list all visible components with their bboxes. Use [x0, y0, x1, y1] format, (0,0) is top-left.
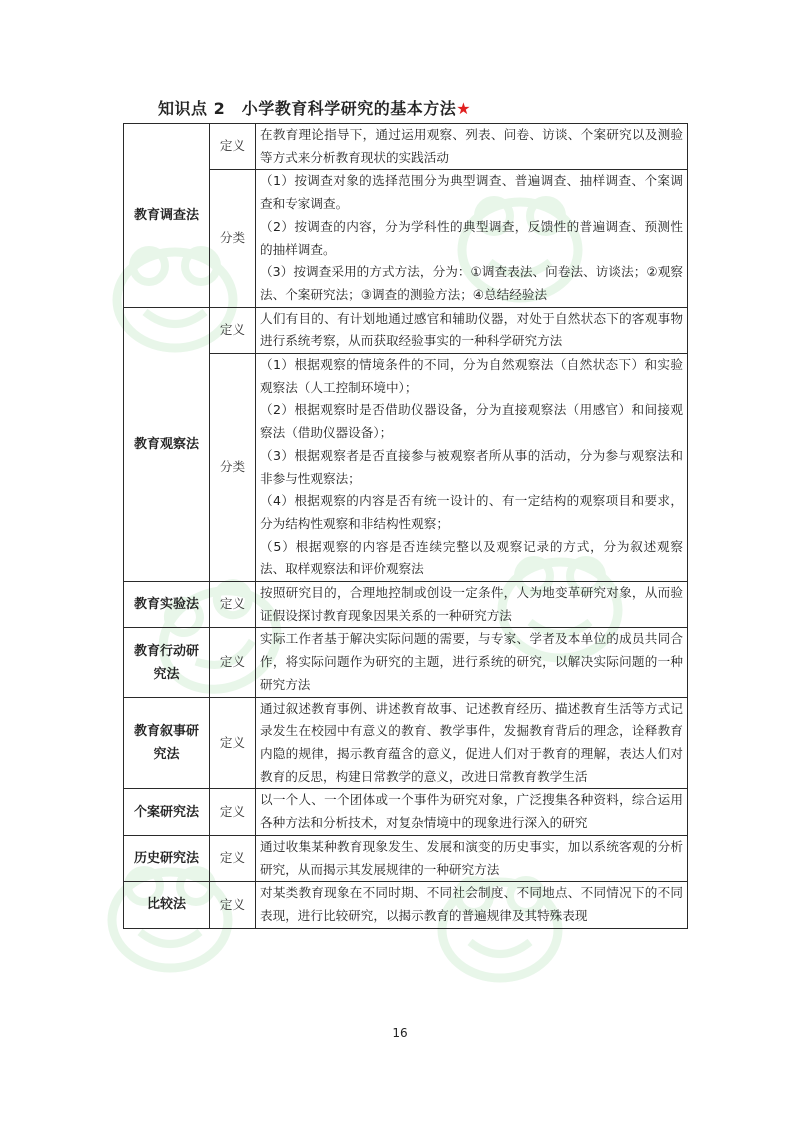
row-label: 定义 [210, 697, 256, 789]
table-row [124, 628, 688, 697]
classification-item: （3）根据观察者是否直接参与被观察者所从事的活动，分为参与观察法和非参与性观察法； [260, 447, 683, 486]
method-name: 历史研究法 [124, 835, 210, 881]
research-methods-table [123, 123, 688, 929]
definition-text: 实际工作者基于解决实际问题的需要，与专家、学者及本单位的成员共同合作，将实际问题作为研究的主题，进行系统的研究，以解决实际问题的一种研究方法 [256, 628, 688, 697]
classification-item: （3）按调查采用的方式方法，分为：①调查表法、问卷法、访谈法；②观察法、个案研究法；③调查的测验方法；④总结经验法 [260, 264, 683, 302]
method-name: 比较法 [124, 882, 210, 928]
method-name: 教育观察法 [124, 307, 210, 581]
definition-text: 人们有目的、有计划地通过感官和辅助仪器，对处于自然状态下的客观事物进行系统考察，从而获取经验事实的一种科学研究方法 [256, 307, 688, 353]
method-name: 教育叙事研究法 [124, 697, 210, 789]
table-row [124, 789, 688, 835]
table-row [124, 307, 688, 353]
classification-item: （4）根据观察的内容是否有统一设计的、有一定结构的观察项目和要求，分为结构性观察和非结构性观察； [260, 493, 683, 531]
row-label: 定义 [210, 789, 256, 835]
classification-item: （2）根据观察时是否借助仪器设备，分为直接观察法（用感官）和间接观察法（借助仪器设备）； [260, 402, 683, 441]
definition-text: 在教育理论指导下，通过运用观察、列表、问卷、访谈、个案研究以及测验等方式来分析教育现状的实践活动 [256, 124, 688, 170]
table-row [124, 697, 688, 789]
definition-text: 通过叙述教育事例、讲述教育故事、记述教育经历、描述教育生活等方式记录发生在校园中有意义的教育、教学事件，发掘教育背后的理念，诠释教育内隐的规律，揭示教育蕴含的意义，促进人们对于教育的理解，表达人们对教育的反思，构建日常教学的意义，改进日常教育教学生活 [256, 697, 688, 789]
classification-item: （2）按调查的内容，分为学科性的典型调查，反馈性的普遍调查、预测性的抽样调查。 [260, 218, 683, 257]
star-icon: ★ [456, 99, 472, 118]
method-name: 个案研究法 [124, 789, 210, 835]
page-number: 16 [392, 1026, 408, 1040]
row-label: 分类 [210, 354, 256, 582]
classification-item: （1）根据观察的情境条件的不同，分为自然观察法（自然状态下）和实验观察法（人工控制环境中）； [260, 357, 683, 395]
row-label: 定义 [210, 882, 256, 928]
section-title [158, 96, 471, 119]
row-label: 定义 [210, 307, 256, 353]
method-name: 教育调查法 [124, 124, 210, 308]
table-row [124, 124, 688, 170]
classification-list [256, 354, 688, 582]
definition-text: 以一个人、一个团体或一个事件为研究对象，广泛搜集各种资料，综合运用各种方法和分析技术，对复杂情境中的现象进行深入的研究 [256, 789, 688, 835]
row-label: 分类 [210, 170, 256, 307]
method-name: 教育行动研究法 [124, 628, 210, 697]
row-label: 定义 [210, 835, 256, 881]
classification-item: （5）根据观察的内容是否连续完整以及观察记录的方式，分为叙述观察法、取样观察法和评价观察法 [260, 538, 683, 577]
table-row [124, 882, 688, 928]
row-label: 定义 [210, 124, 256, 170]
classification-list [256, 170, 688, 307]
definition-text: 按照研究目的，合理地控制或创设一定条件，人为地变革研究对象，从而验证假设探讨教育现象因果关系的一种研究方法 [256, 582, 688, 628]
method-name: 教育实验法 [124, 582, 210, 628]
row-label: 定义 [210, 582, 256, 628]
table-row [124, 582, 688, 628]
section-title-text: 知识点 2 小学教育科学研究的基本方法 [158, 99, 457, 118]
definition-text: 对某类教育现象在不同时期、不同社会制度、不同地点、不同情况下的不同表现，进行比较研究，以揭示教育的普遍规律及其特殊表现 [256, 882, 688, 928]
definition-text: 通过收集某种教育现象发生、发展和演变的历史事实，加以系统客观的分析研究，从而揭示其发展规律的一种研究方法 [256, 835, 688, 881]
table-row [124, 835, 688, 881]
classification-item: （1）按调查对象的选择范围分为典型调查、普遍调查、抽样调查、个案调查和专家调查。 [260, 173, 683, 212]
row-label: 定义 [210, 628, 256, 697]
